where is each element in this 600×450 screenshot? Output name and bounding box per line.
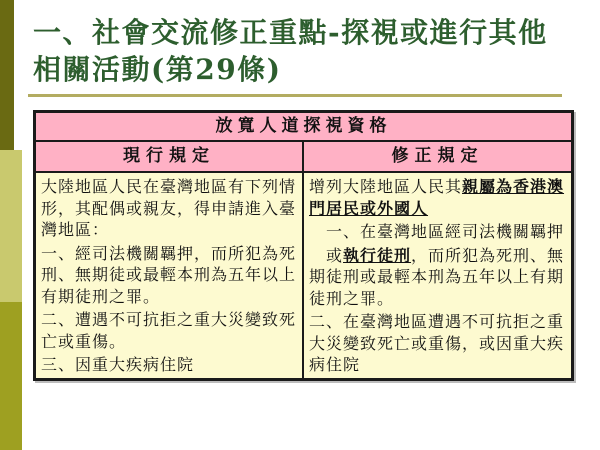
slide-title-line1: 一、社會交流修正重點-探視或進行其他 [33,16,548,49]
table-column-headers [36,142,571,173]
slide-title-line2: 相關活動(第29條) [33,53,282,86]
current-provisions-cell [36,173,304,378]
cell-paragraph: 增列大陸地區人民其親屬為香港澳門居民或外國人 [309,177,565,218]
column-header-revised: 修正規定 [391,146,484,166]
column-header-current: 現行規定 [36,142,304,171]
cell-paragraph: 或執行徒刑，而所犯為死刑、無期徒刑或最輕本刑為五年以上有期徒刑之罪。 [309,245,565,308]
comparison-table [33,110,574,381]
accent-bar-olive [0,302,22,450]
table-body [36,173,571,378]
table-caption: 放寬人道探視資格 [36,113,571,142]
revised-provisions-cell [304,173,571,378]
slide-title [33,14,589,88]
cell-paragraph: 二、在臺灣地區遭遇不可抗拒之重大災變致死亡或重傷，或因重大疾病住院 [309,312,565,374]
cell-paragraph: 一、經司法機關羈押，而所犯為死刑、無期徒或最輕本刑為五年以上有期徒刑之罪。 [41,243,297,306]
cell-paragraph: 三、因重大疾病住院 [41,355,195,374]
cell-paragraph: 大陸地區人民在臺灣地區有下列情形，其配偶或親友，得申請進入臺灣地區： [41,177,297,239]
accent-bar-light [0,150,22,302]
cell-paragraph: 一、在臺灣地區經司法機關羈押 [309,222,565,241]
title-underline-rule [28,94,562,97]
accent-bar-dark [0,0,14,150]
cell-paragraph: 二、遭遇不可抗拒之重大災變致死亡或重傷。 [41,310,297,351]
